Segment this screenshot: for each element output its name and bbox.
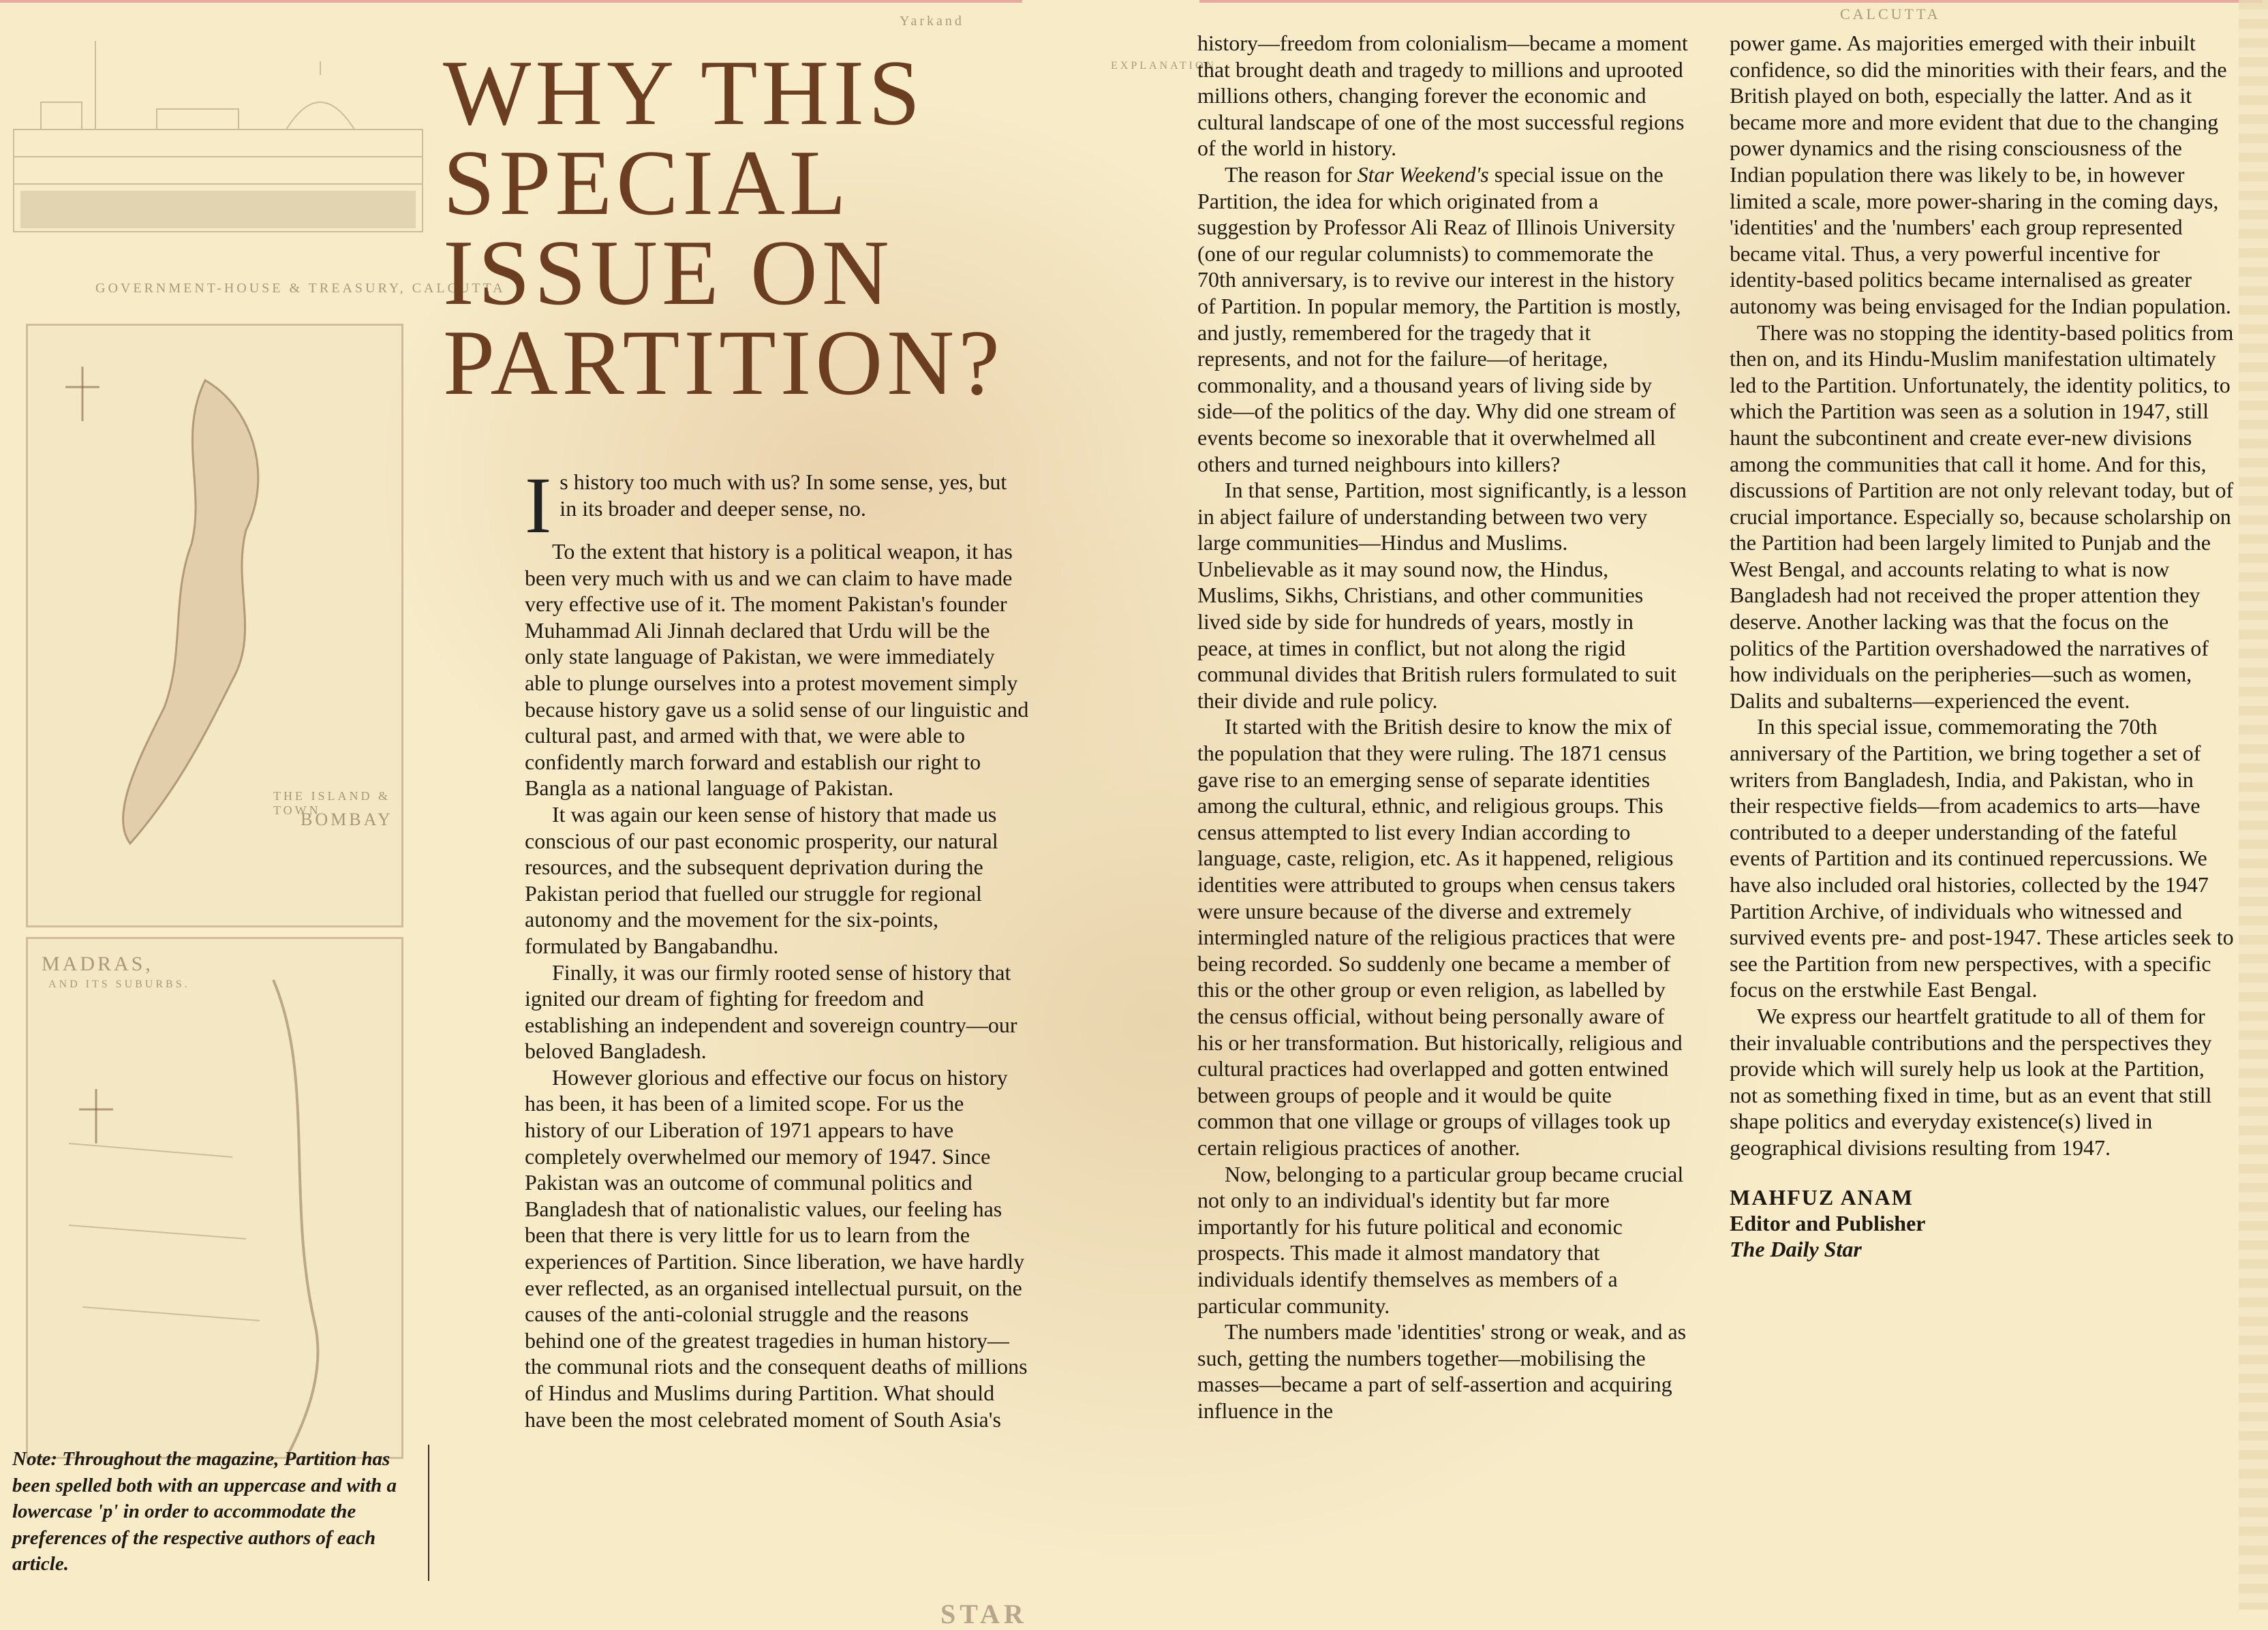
map-label-calcutta: CALCUTTA [1840,5,1941,22]
publication-title: The Daily Star [1730,1236,1862,1261]
paragraph: To the extent that history is a political weapon, it has been very much with us and we can claim to have made very effective use of it. The moment Pakistan's founder Muhammad Ali Jinnah declared that Urdu will be the only state language of Pakistan, we were immediately able to plunge ourselves into a protest movement simply because history gave us a solid sense of our linguistic and cultural past, and armed with that, we were able to confidently march forward and establish our right to Bangla as a national language of Pakistan. [525,539,1029,801]
article-column-1 [525,461,1029,1432]
engraving-caption: GOVERNMENT-HOUSE & TREASURY, CALCUTTA [95,281,506,296]
map-border-strip [2239,0,2268,1610]
author-role: Editor and Publisher [1730,1210,1926,1235]
signature-block [1730,1184,2234,1262]
bombay-island-outline [28,326,401,925]
footer-logo-mark: STAR [940,1599,1028,1629]
madras-map-subtitle: AND ITS SUBURBS. [48,979,190,990]
paragraph: It was again our keen sense of history that made us conscious of our past economic prosperity, our natural resources, and the subsequent deprivation during the Pakistan period that fuelled our struggle for regional autonomy and the movement for the six-points, formulated by Bangabandhu. [525,801,998,958]
title-line-1: WHY THIS [443,41,925,144]
government-house-engraving [0,20,450,279]
page-title [443,41,1056,414]
bombay-map-subtitle: THE ISLAND & TOWN [273,789,390,817]
publication-name: Star Weekend's [1357,162,1489,187]
paragraph-text: s history too much with us? In some sense, yes, but in its broader and deeper sense, no. [560,470,1007,521]
note-divider [428,1445,429,1581]
title-line-2: SPECIAL [443,131,850,234]
title-line-4: PARTITION? [443,311,1004,414]
paragraph [1197,162,1688,477]
madras-inset-map [26,937,403,1459]
map-label-explanation: EXPLANATION [1111,60,1217,72]
paragraph: power game. As majorities emerged with their inbuilt confidence, so did the minorities with their fears, and the British played on both, especially the latter. And as it became more and more evident that due to the changing power dynamics and the rising consciousness of the Indian population there was likely to be, in however limited a scale, more power-sharing in the coming days, 'identities' and the 'numbers' each group represented became vital. Thus, a very powerful incentive for identity-based politics became internalised as greater autonomy was being envisaged for the Indian population. [1730,31,2231,318]
paragraph: Now, belonging to a particular group became crucial not only to an individual's identity but far more importantly for his future political and economic prospects. This made it almost mandatory that individuals identify themselves as members of a particular community. [1197,1161,1684,1318]
madras-map-lines [28,939,401,1457]
top-rule-left [0,0,1022,3]
paragraph: history—freedom from colonialism—became a moment that brought death and tragedy to millions and uprooted millions others, changing forever the economic and cultural landscape of one of the most successful regions of the world in history. [1197,31,1688,161]
paragraph: In this special issue, commemorating the 70th anniversary of the Partition, we bring together a set of writers from Bangladesh, India, and Pakistan, who in their respective fields—from academics to arts—have contributed to a deeper understanding of the fateful events of Partition and its continued repercussions. We have also included oral histories, collected by the 1947 Partition Archive, of individuals who witnessed and survived events pre- and post-1947. These articles seek to see the Partition from new perspectives, with a specific focus on the erstwhile East Bengal. [1730,714,2234,1002]
paragraph: The numbers made 'identities' strong or weak, and as such, getting the numbers together—mobilising the masses—became a part of self-assertion and acquiring influence in the [1197,1319,1687,1423]
madras-map-title: MADRAS, [42,953,153,975]
bombay-map-title: BOMBAY [301,810,393,829]
drop-cap: I [525,461,552,550]
top-rule-right [1199,0,2263,3]
paragraph-text: The reason for [1225,162,1358,187]
author-name: MAHFUZ ANAM [1730,1184,1914,1210]
paragraph: However glorious and effective our focus on history has been, it has been of a limited scope. For us the history of our Liberation of 1971 appears to have completely overwhelmed our memory of 1947. Since Pakistan was an outcome of communal politics and Bangladesh that of nationalistic values, our feeling has been that there is very little for us to learn from the experiences of Partition. Since liberation, we have hardly ever reflected, as an organised intellectual pursuit, on the causes of the anti-colonial struggle and the reasons behind one of the greatest tragedies in human history—the communal riots and the consequent deaths of millions of Hindus and Muslims during Partition. What should have been the most celebrated moment of South Asia's [525,1064,1028,1432]
article-column-2 [1197,30,1688,1424]
map-label-yarkand: Yarkand [900,14,964,29]
paragraph [525,461,1029,550]
paragraph: In that sense, Partition, most significantly, is a lesson in abject failure of understanding between two very large communities—Hindus and Muslims. Unbelievable as it may sound now, the Hindus, Muslims, Sikhs, Christians, and other communities lived side by side for hundreds of years, mostly in peace, at times in conflict, but not along the rigid communal divides that British rulers formulated to suit their divide and rule policy. [1197,478,1687,713]
paragraph: We express our heartfelt gratitude to all of them for their invaluable contributions and the perspectives they provide which will surely help us look at the Partition, not as something fixed in time, but as an event that still shape politics and everyday existence(s) lived in geographical divisions resulting from 1947. [1730,1003,2212,1160]
paragraph: Finally, it was our firmly rooted sense of history that ignited our dream of fighting for freedom and establishing an independent and sovereign country—our beloved Bangladesh. [525,959,1017,1064]
paragraph-text: special issue on the Partition, the idea for which originated from a suggestion by Professor Ali Reaz of Illinois University (one of our regular columnists) to commemorate the 70th anniversary, is to revive our interest in the history of Partition. In popular memory, the Partition is mostly, and justly, remembered for the tragedy that it represents, and not for the failure—of heritage, commonality, and a thousand years of living side by side—of the politics of the day. Why did one stream of events become so inexorable that it overwhelmed all others and turned neighbours into killers? [1197,162,1681,476]
article-column-3 [1730,30,2234,1262]
title-line-3: ISSUE ON [443,221,893,324]
bombay-inset-map [26,324,403,927]
paragraph: It started with the British desire to know the mix of the population that they were ruling. The 1871 census gave rise to an emerging sense of separate identities among the cultural, ethnic, and religious groups. This census attempted to list every Indian according to language, caste, religion, etc. As it happened, religious identities were attributed to groups when census takers were unsure because of the diverse and extremely intermingled nature of the religious practices that were being recorded. So suddenly one became a member of this or the other group or even religion, as labelled by the census official, without being personally aware of his or her transformation. But historically, religious and cultural practices had overlapped and gotten entwined between groups of people and it would be quite common that one village or groups of villages took up certain religious practices of another. [1197,714,1683,1160]
paragraph: There was no stopping the identity-based politics from then on, and its Hindu-Muslim manifestation ultimately led to the Partition. Unfortunately, the identity politics, to which the Partition was seen as a solution in 1947, still haunt the subcontinent and create ever-new divisions among the communities that call it home. And for this, discussions of Partition are not only relevant today, but of crucial importance. Especially so, because scholarship on the Partition had been largely limited to Punjab and the West Bengal, and accounts relating to what is now Bangladesh had not received the proper attention they deserve. Another lacking was that the focus on the politics of the Partition overshadowed the narratives of how individuals on the peripheries—such as women, Dalits and subalterns—experienced the event. [1730,320,2234,713]
spelling-note: Note: Throughout the magazine, Partition has been spelled both with an uppercase and with a lowercase 'p' in order to accommodate the preferences of the respective authors of each article. [12,1448,397,1575]
